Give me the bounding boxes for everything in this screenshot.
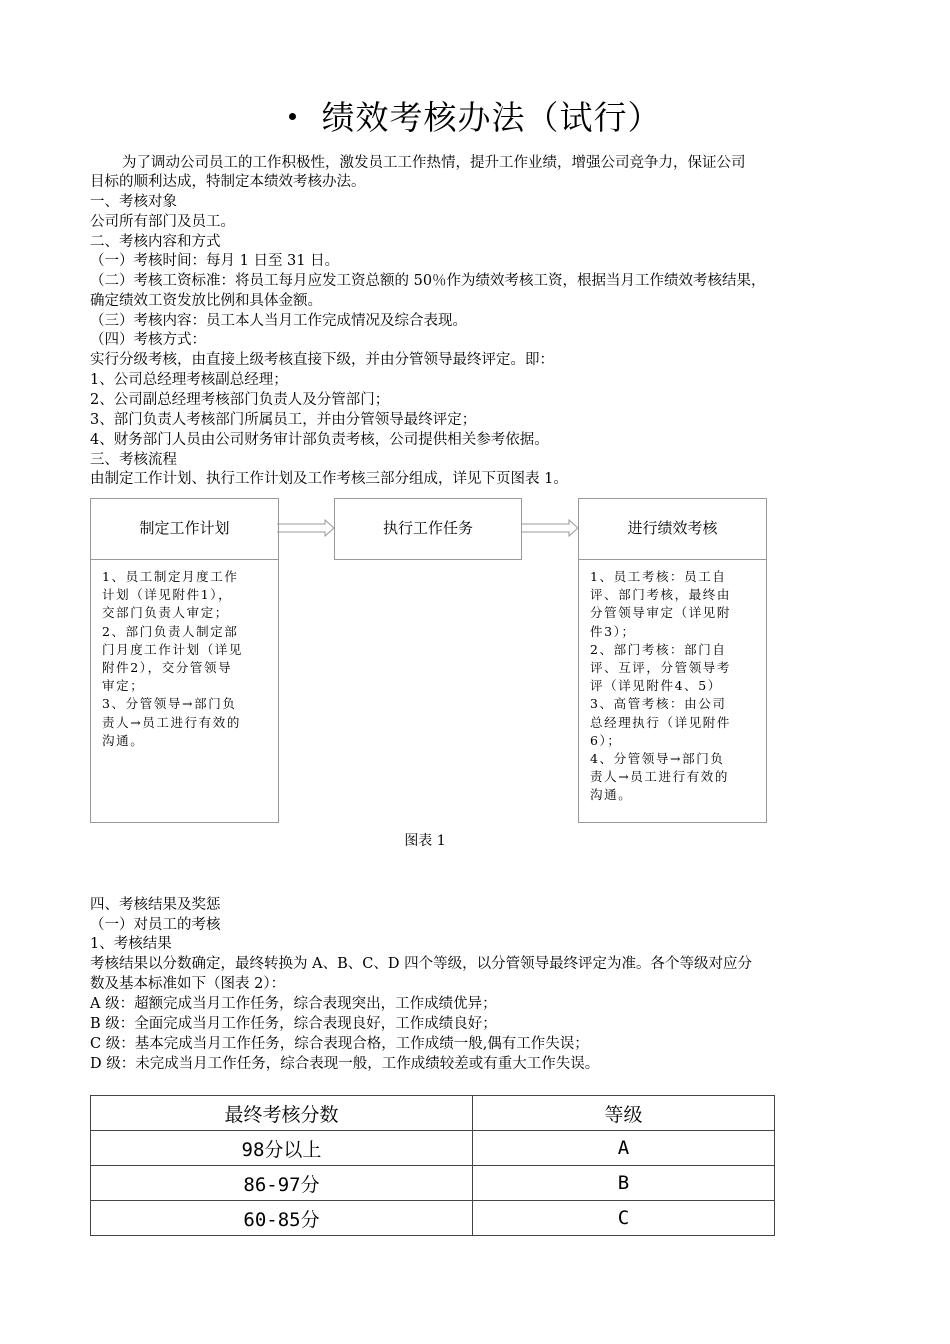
step1-line: 计划（详见附件1）， — [102, 587, 233, 603]
flow-arrow-2-icon — [521, 519, 579, 537]
method-item-4: 4、财务部门人员由公司财务审计部负责考核，公司提供相关参考依据。 — [90, 432, 549, 448]
step2-title: 执行工作任务 — [382, 519, 473, 537]
table-cell: C — [473, 1201, 775, 1236]
grade-d-description: D 级：未完成当月工作任务，综合表现一般，工作成绩较差或有重大工作失误。 — [90, 1056, 600, 1072]
step1-line: 3、分管领导→部门负 — [102, 696, 237, 712]
intro-line-1: 为了调动公司员工的工作积极性，激发员工工作热情，提升工作业绩，增强公司竞争力，保证公司 — [122, 155, 746, 171]
bullet-icon — [289, 113, 296, 120]
grade-b-description: B 级：全面完成当月工作任务，综合表现良好，工作成绩良好； — [90, 1016, 497, 1032]
step1-line: 2、部门负责人制定部 — [102, 623, 239, 639]
result-text-line-1: 考核结果以分数确定，最终转换为 A、B、C、D 四个等级，以分管领导最终评定为准。各个等级对应分 — [90, 956, 753, 972]
table-cell: 98分以上 — [91, 1131, 473, 1166]
assessment-method-heading: （四）考核方式： — [90, 332, 206, 348]
step3-line: 4、分管领导→部门负 — [590, 751, 725, 767]
step3-line: 2、部门考核：部门自 — [590, 641, 727, 657]
title-text: 绩效考核办法（试行） — [321, 98, 662, 137]
figure-caption: 图表 1 — [404, 833, 446, 849]
table-row — [91, 1131, 775, 1166]
table-row — [91, 1166, 775, 1201]
step3-line: 总经理执行（详见附件 — [590, 714, 732, 730]
heading-results: 四、考核结果及奖惩 — [90, 897, 221, 913]
table-header-cell: 最终考核分数 — [91, 1096, 473, 1131]
step1-line: 门月度工作计划（详见 — [102, 641, 244, 657]
flow-arrow-1-icon — [277, 519, 335, 537]
heading-assessment-target: 一、考核对象 — [90, 194, 177, 210]
intro-line-2: 目标的顺利达成，特制定本绩效考核办法。 — [90, 174, 366, 190]
method-item-2: 2、公司副总经理考核部门负责人及分管部门； — [90, 392, 390, 408]
table-header-cell: 等级 — [473, 1096, 775, 1131]
heading-employee-assessment: （一）对员工的考核 — [90, 917, 221, 933]
step3-line: 评、互评，分管领导考 — [590, 660, 732, 676]
salary-standard-line-1: （二）考核工资标准：将员工每月应发工资总额的 50％作为绩效考核工资，根据当月工作绩效考核结果， — [90, 273, 766, 289]
grade-table — [90, 1095, 775, 1236]
assessment-content: （三）考核内容：员工本人当月工作完成情况及综合表现。 — [90, 313, 467, 329]
assessment-target-text: 公司所有部门及员工。 — [90, 214, 235, 230]
step3-line: 件3）； — [590, 623, 636, 639]
method-item-1: 1、公司总经理考核副总经理； — [90, 372, 288, 388]
method-item-3: 3、部门负责人考核部门所属员工，并由分管领导最终评定； — [90, 412, 477, 428]
heading-assessment-result: 1、考核结果 — [90, 936, 172, 952]
step1-title: 制定工作计划 — [139, 519, 230, 537]
heading-content-method: 二、考核内容和方式 — [90, 234, 221, 250]
step3-line: 评（详见附件4、5） — [590, 678, 722, 694]
step1-line: 附件2），交分管领导 — [102, 660, 233, 676]
heading-process: 三、考核流程 — [90, 452, 177, 468]
step3-line: 分管领导审定（详见附 — [590, 605, 732, 621]
result-text-line-2: 数及基本标准如下（图表 2）： — [90, 976, 286, 992]
step3-line: 3、高管考核：由公司 — [590, 696, 727, 712]
table-row — [91, 1201, 775, 1236]
step1-line: 责人→员工进行有效的 — [102, 714, 241, 730]
step3-line: 评、部门考核，最终由 — [590, 587, 732, 603]
step1-line: 沟通。 — [102, 732, 145, 748]
step3-line: 1、员工考核：员工自 — [590, 569, 727, 584]
step1-line: 1、员工制定月度工作 — [102, 569, 239, 584]
step3-body — [590, 568, 762, 805]
process-text: 由制定工作计划、执行工作计划及工作考核三部分组成，详见下页图表 1。 — [90, 471, 568, 487]
table-cell: A — [473, 1131, 775, 1166]
assessment-method-text: 实行分级考核，由直接上级考核直接下级，并由分管领导最终评定。即： — [90, 352, 554, 368]
document-title — [0, 92, 950, 139]
step1-line: 交部门负责人审定； — [102, 605, 229, 621]
step3-title: 进行绩效考核 — [627, 519, 718, 537]
table-cell: 60-85分 — [91, 1201, 473, 1236]
step3-line: 责人→员工进行有效的 — [590, 769, 729, 785]
step1-line: 审定； — [102, 678, 145, 694]
table-cell: B — [473, 1166, 775, 1201]
step3-line: 沟通。 — [590, 787, 633, 803]
assessment-time: （一）考核时间：每月 1 日至 31 日。 — [90, 253, 340, 269]
grade-a-description: A 级：超额完成当月工作任务，综合表现突出，工作成绩优异； — [90, 996, 497, 1012]
step1-body — [102, 568, 274, 750]
table-cell: 86-97分 — [91, 1166, 473, 1201]
step3-line: 6）； — [590, 732, 622, 748]
table-header-row — [91, 1096, 775, 1131]
salary-standard-line-2: 确定绩效工资发放比例和具体金额。 — [90, 293, 322, 309]
grade-c-description: C 级：基本完成当月工作任务，综合表现合格，工作成绩一般,偶有工作失误； — [90, 1036, 589, 1052]
